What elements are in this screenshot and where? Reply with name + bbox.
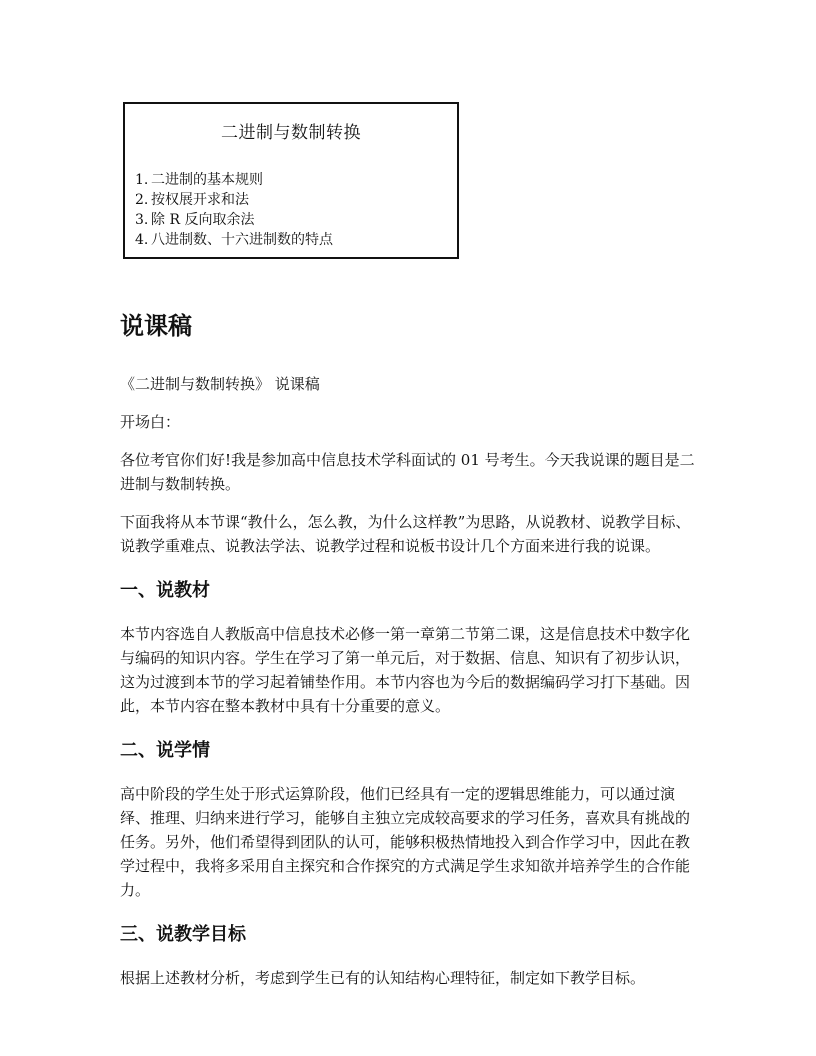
board-outline-item (135, 230, 333, 250)
board-item-text: 除 R 反向取余法 (151, 212, 255, 228)
board-item-text: 二进制的基本规则 (151, 172, 263, 188)
section-text-students: 高中阶段的学生处于形式运算阶段，他们已经具有一定的逻辑思维能力，可以通过演绎、推理、归纳来进行学习，能够自主独立完成较高要求的学习任务，喜欢具有挑战的任务。另外，他们希望得到团队的认可，能够积极热情地投入到合作学习中，因此在教学过程中，我将多采用自主探究和合作探究的方式满足学生求知欲并培养学生的合作能力。 (120, 785, 691, 899)
section-heading-students: 二、说学情 (120, 740, 210, 761)
opening-label: 开场白： (120, 413, 181, 431)
section-heading-textbook: 一、说教材 (120, 580, 210, 601)
section-heading-objectives: 三、说教学目标 (120, 924, 246, 945)
opening-paragraph-1: 各位考官你们好!我是参加高中信息技术学科面试的 01 号考生。今天我说课的题目是二进制与数制转换。 (120, 451, 695, 493)
board-item-number: 2. (135, 192, 149, 208)
board-outline-item (135, 170, 333, 190)
blackboard-design-box (123, 102, 459, 259)
board-item-number: 4. (135, 232, 149, 248)
opening-paragraph-2: 下面我将从本节课“教什么，怎么教，为什么这样教”为思路，从说教材、说教学目标、说教学重难点、说教法学法、说教学过程和说板书设计几个方面来进行我的说课。 (120, 513, 691, 555)
board-item-text: 八进制数、十六进制数的特点 (151, 232, 333, 248)
board-outline-item (135, 190, 333, 210)
section-text-objectives: 根据上述教材分析，考虑到学生已有的认知结构心理特征，制定如下教学目标。 (120, 969, 646, 987)
board-item-number: 3. (135, 212, 149, 228)
document-body (120, 306, 702, 1004)
board-outline-item (135, 210, 333, 230)
board-item-text: 按权展开求和法 (151, 192, 249, 208)
board-title: 二进制与数制转换 (221, 123, 361, 143)
document-subtitle: 《二进制与数制转换》 说课稿 (120, 375, 320, 393)
board-item-number: 1. (135, 172, 149, 188)
document-title: 说课稿 (120, 312, 192, 340)
section-text-textbook: 本节内容选自人教版高中信息技术必修一第一章第二节第二课，这是信息技术中数字化与编码的知识内容。学生在学习了第一单元后，对于数据、信息、知识有了初步认识，这为过渡到本节的学习起着铺垫作用。本节内容也为今后的数据编码学习打下基础。因此，本节内容在整本教材中具有十分重要的意义。 (120, 625, 691, 715)
board-outline-list (135, 170, 333, 250)
